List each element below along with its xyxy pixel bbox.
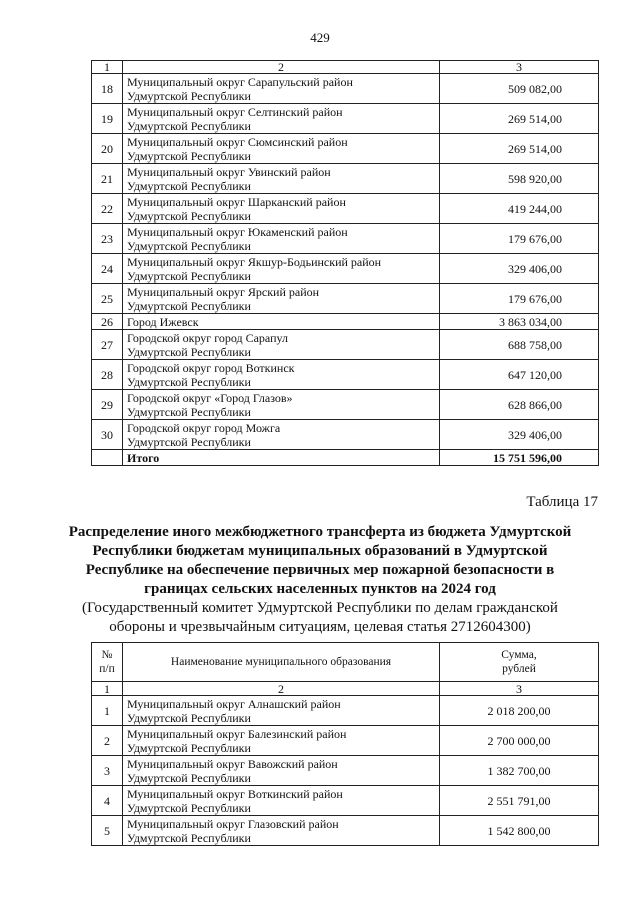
- row-number-cell: 23: [92, 224, 123, 254]
- municipality-name-cell: Городской округ город Сарапул Удмуртской Республики: [123, 330, 440, 360]
- amount-cell: 179 676,00: [440, 284, 599, 314]
- municipality-name-cell: Муниципальный округ Вавожский район Удмуртской Республики: [123, 756, 440, 786]
- municipality-name-cell: Город Ижевск: [123, 314, 440, 330]
- row-number-cell: 30: [92, 420, 123, 450]
- municipality-name-cell: Муниципальный округ Увинский район Удмуртской Республики: [123, 164, 440, 194]
- amount-cell: 688 758,00: [440, 330, 599, 360]
- municipality-name-cell: Муниципальный округ Шарканский район Удмуртской Республики: [123, 194, 440, 224]
- municipality-name-cell: Муниципальный округ Сюмсинский район Удмуртской Республики: [123, 134, 440, 164]
- table-title: [60, 523, 580, 637]
- row-number-cell: 18: [92, 74, 123, 104]
- table-row: [92, 284, 599, 314]
- column-number-cell: 2: [123, 682, 440, 696]
- column-number-row: [92, 682, 599, 696]
- empty-cell: [92, 450, 123, 466]
- municipality-name-cell: Муниципальный округ Ярский район Удмуртской Республики: [123, 284, 440, 314]
- row-number-cell: 21: [92, 164, 123, 194]
- municipality-name-cell: Муниципальный округ Воткинский район Удмуртской Республики: [123, 786, 440, 816]
- row-number-cell: 28: [92, 360, 123, 390]
- table-row: [92, 816, 599, 846]
- amount-cell: 598 920,00: [440, 164, 599, 194]
- total-amount-cell: 15 751 596,00: [440, 450, 599, 466]
- column-number-row: [92, 61, 599, 74]
- table-row: [92, 390, 599, 420]
- municipality-name-cell: Городской округ город Можга Удмуртской Республики: [123, 420, 440, 450]
- total-row: [92, 450, 599, 466]
- amount-cell: 509 082,00: [440, 74, 599, 104]
- column-number-cell: 2: [123, 61, 440, 74]
- municipality-name-cell: Муниципальный округ Глазовский район Удмуртской Республики: [123, 816, 440, 846]
- amount-cell: 628 866,00: [440, 390, 599, 420]
- header-row: [92, 643, 599, 682]
- municipality-name-cell: Муниципальный округ Сарапульский район Удмуртской Республики: [123, 74, 440, 104]
- total-label-cell: Итого: [123, 450, 440, 466]
- row-number-cell: 1: [92, 696, 123, 726]
- distribution-table-17: [91, 642, 599, 846]
- column-number-cell: 3: [440, 682, 599, 696]
- table-row: [92, 786, 599, 816]
- table-row: [92, 420, 599, 450]
- amount-cell: 2 700 000,00: [440, 726, 599, 756]
- table-row: [92, 104, 599, 134]
- amount-cell: 419 244,00: [440, 194, 599, 224]
- amount-cell: 329 406,00: [440, 254, 599, 284]
- table-row: [92, 194, 599, 224]
- column-number-cell: 3: [440, 61, 599, 74]
- table-title-subtitle: (Государственный комитет Удмуртской Республики по делам гражданской обороны и чрезвычайным ситуациям, целевая статья 2712604300): [82, 600, 558, 635]
- amount-cell: 179 676,00: [440, 224, 599, 254]
- table-row: [92, 360, 599, 390]
- column-number-cell: 1: [92, 61, 123, 74]
- table-label: Таблица 17: [526, 494, 598, 510]
- row-number-cell: 29: [92, 390, 123, 420]
- amount-cell: 269 514,00: [440, 134, 599, 164]
- amount-cell: 1 542 800,00: [440, 816, 599, 846]
- municipality-name-cell: Муниципальный округ Селтинский район Удмуртской Республики: [123, 104, 440, 134]
- municipality-name-cell: Городской округ город Воткинск Удмуртской Республики: [123, 360, 440, 390]
- row-number-cell: 22: [92, 194, 123, 224]
- row-number-cell: 5: [92, 816, 123, 846]
- municipality-name-cell: Муниципальный округ Балезинский район Удмуртской Республики: [123, 726, 440, 756]
- table-row: [92, 254, 599, 284]
- table-row: [92, 314, 599, 330]
- row-number-cell: 27: [92, 330, 123, 360]
- column-number-cell: 1: [92, 682, 123, 696]
- table-row: [92, 726, 599, 756]
- row-number-cell: 20: [92, 134, 123, 164]
- municipality-name-cell: Муниципальный округ Якшур-Бодьинский район Удмуртской Республики: [123, 254, 440, 284]
- row-number-cell: 24: [92, 254, 123, 284]
- table-row: [92, 330, 599, 360]
- table-row: [92, 164, 599, 194]
- municipality-name-cell: Муниципальный округ Алнашский район Удмуртской Республики: [123, 696, 440, 726]
- row-number-cell: 25: [92, 284, 123, 314]
- table-row: [92, 74, 599, 104]
- row-number-cell: 3: [92, 756, 123, 786]
- header-name-cell: Наименование муниципального образования: [123, 643, 440, 682]
- distribution-table-continued: [91, 60, 599, 466]
- amount-cell: 269 514,00: [440, 104, 599, 134]
- amount-cell: 2 551 791,00: [440, 786, 599, 816]
- table-row: [92, 696, 599, 726]
- amount-cell: 329 406,00: [440, 420, 599, 450]
- table-row: [92, 224, 599, 254]
- row-number-cell: 4: [92, 786, 123, 816]
- amount-cell: 1 382 700,00: [440, 756, 599, 786]
- row-number-cell: 26: [92, 314, 123, 330]
- header-amount-cell: Сумма, рублей: [440, 643, 599, 682]
- row-number-cell: 2: [92, 726, 123, 756]
- header-number-cell: № п/п: [92, 643, 123, 682]
- amount-cell: 2 018 200,00: [440, 696, 599, 726]
- page-number: 429: [310, 30, 330, 45]
- municipality-name-cell: Городской округ «Город Глазов» Удмуртской Республики: [123, 390, 440, 420]
- row-number-cell: 19: [92, 104, 123, 134]
- amount-cell: 3 863 034,00: [440, 314, 599, 330]
- municipality-name-cell: Муниципальный округ Юкаменский район Удмуртской Республики: [123, 224, 440, 254]
- amount-cell: 647 120,00: [440, 360, 599, 390]
- table-title-bold: Распределение иного межбюджетного трансферта из бюджета Удмуртской Республики бюджетам муниципальных образований в Удмуртской Республике на обеспечение первичных мер пожарной безопасности в границах сельских населенных пунктов на 2024 год: [68, 524, 572, 597]
- table-row: [92, 756, 599, 786]
- table-row: [92, 134, 599, 164]
